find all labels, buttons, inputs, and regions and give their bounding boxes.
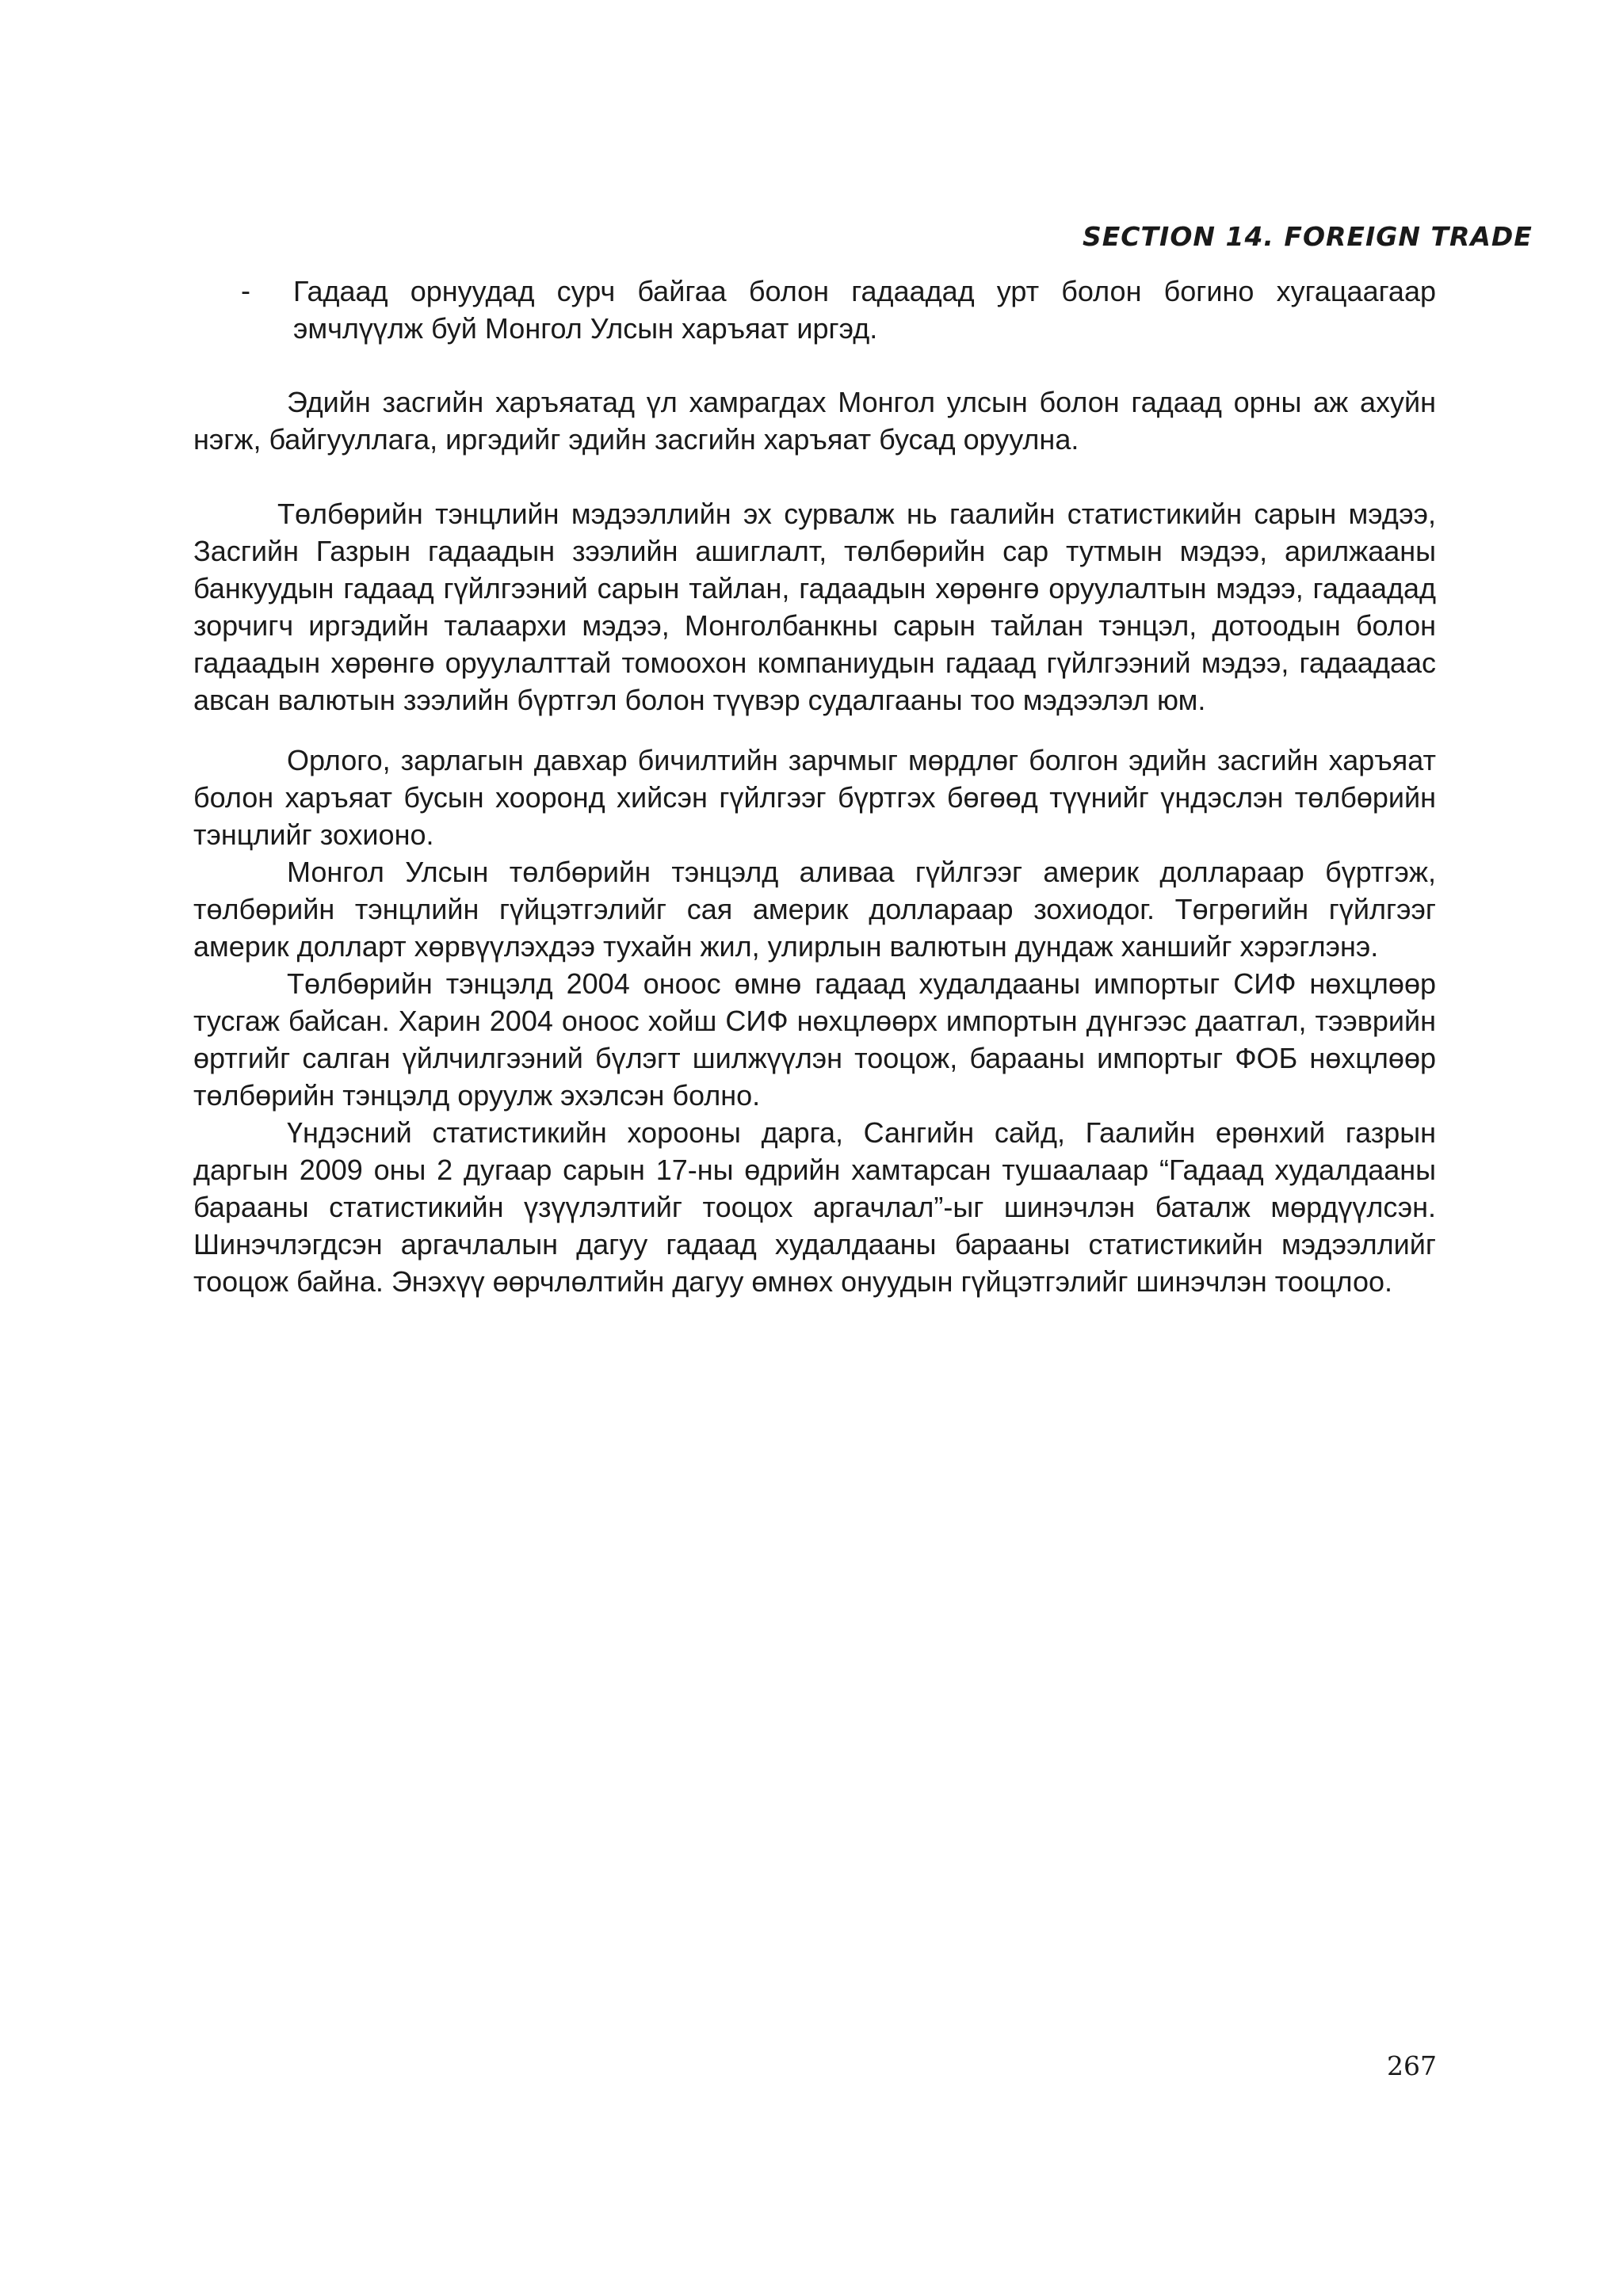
paragraph-double-entry: Орлого, зарлагын давхар бичилтийн зарчмыг мөрдлөг болгон эдийн засгийн харъяат болон харъяат бусын хооронд хийсэн гүйлгээг бүртгэх бөгөөд түүнийг үндэслэн төлбөрийн тэнцлийг зохионо. — [193, 744, 1436, 851]
section-title: SECTION 14. FOREIGN TRADE — [1083, 220, 1533, 252]
paragraph-methodology: Үндэсний статистикийн хорооны дарга, Сангийн сайд, Гаалийн ерөнхий газрын даргын 2009 оны 2 дугаар сарын 17-ны өдрийн хамтарсан тушаалаар “Гадаад худалдааны барааны статистикийн үзүүлэлтийг тооцох аргачлал”-ыг шинэчлэн баталж мөрдүүлсэн. Шинэчлэгдсэн аргачлалын дагуу гадаад худалдааны барааны статистикийн мэдээллийг тооцож байна. Энэхүү өөрчлөлтийн дагуу өмнөх онуудын гүйцэтгэлийг шинэчлэн тооцлоо. — [193, 1116, 1436, 1298]
bullet-item-text: Гадаад орнуудад сурч байгаа болон гадаадад урт болон богино хугацаагаар эмчлүүлж буй Монгол Улсын харъяат иргэд. — [293, 275, 1436, 345]
page-number: 267 — [1387, 2050, 1437, 2081]
paragraph-data-sources: Төлбөрийн тэнцлийн мэдээллийн эх сурвалж нь гаалийн статистикийн сарын мэдээ, Засгийн Газрын гадаадын зээлийн ашиглалт, төлбөрийн сар тутмын мэдээ, арилжааны банкуудын гадаад гүйлгээний сарын тайлан, гадаадын хөрөнгө оруулалтын мэдээ, гадаадад зорчигч иргэдийн талаархи мэдээ, Монголбанкны сарын тайлан тэнцэл, дотоодын болон гадаадын хөрөнгө оруулалттай томоохон компаниудын гадаад гүйлгээний мэдээ, гадаадаас авсан валютын зээлийн бүртгэл болон түүвэр судалгааны тоо мэдээлэл юм. — [193, 498, 1436, 716]
section-header — [1071, 212, 1533, 260]
paragraph-non-residents: Эдийн засгийн харъяатад үл хамрагдах Монгол улсын болон гадаад орны аж ахуйн нэгж, байгууллага, иргэдийг эдийн засгийн харъяат бусад оруулна. — [193, 386, 1436, 456]
paragraph-cif-fob: Төлбөрийн тэнцэлд 2004 оноос өмнө гадаад худалдааны импортыг СИФ нөхцлөөр тусгаж байсан. Харин 2004 оноос хойш СИФ нөхцлөөрх импортын дүнгээс даатгал, тээврийн өртгийг салган үйлчилгээний бүлэгт шилжүүлэн тооцож, барааны импортыг ФОБ нөхцлөөр төлбөрийн тэнцэлд оруулж эхэлсэн болно. — [193, 967, 1436, 1112]
bullet-marker: - — [241, 274, 250, 307]
paragraph-currency: Монгол Улсын төлбөрийн тэнцэлд аливаа гүйлгээг америк доллараар бүртгэж, төлбөрийн тэнцлийн гүйцэтгэлийг сая америк доллараар зохиодог. Төгрөгийн гүйлгээг америк долларт хөрвүүлэхдээ тухайн жил, улирлын валютын дундаж ханшийг хэрэглэнэ. — [193, 856, 1436, 963]
